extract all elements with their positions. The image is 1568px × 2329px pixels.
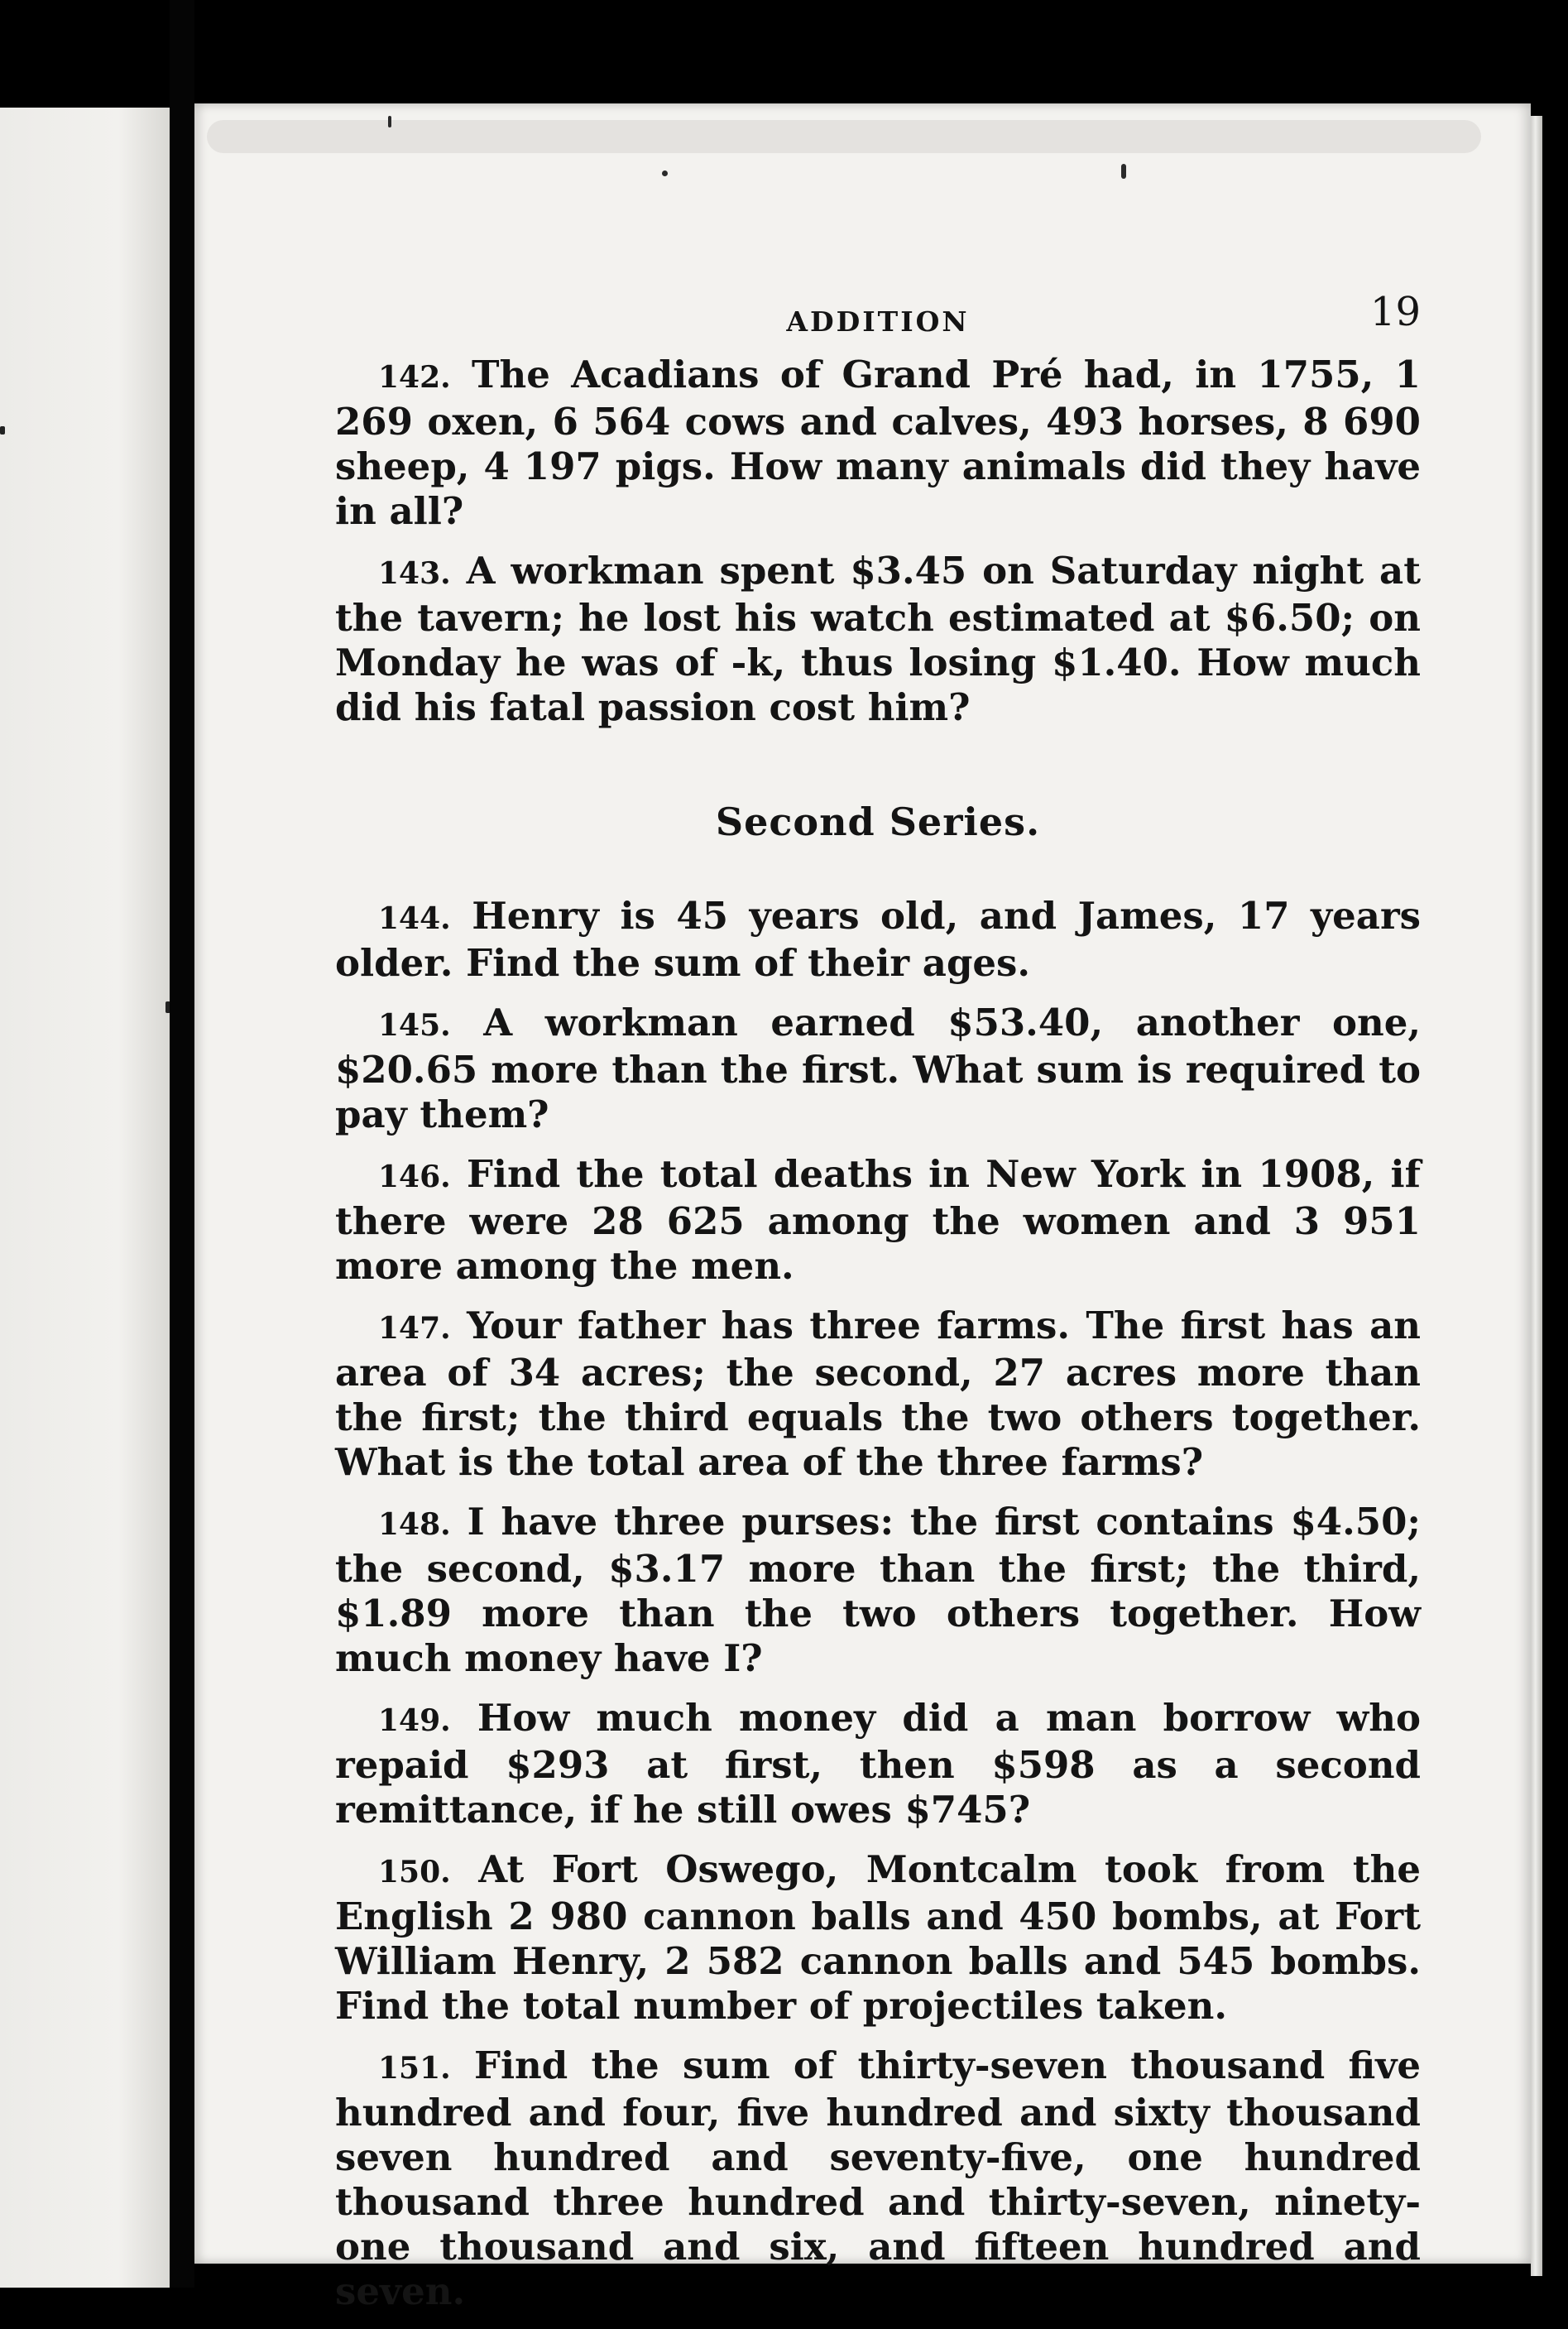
- problem-text: How much money did a man borrow who repaid $293 at first, then $598 as a second remittance, if he still owes $745?: [335, 1696, 1421, 1832]
- problem-150: [335, 1847, 1421, 2029]
- problem-number: 144.: [378, 901, 451, 936]
- problem-149: [335, 1696, 1421, 1832]
- page-header: [335, 290, 1421, 344]
- left-page-mark: [0, 426, 5, 435]
- problem-144: [335, 894, 1421, 986]
- problem-number: 145.: [378, 1008, 451, 1043]
- problem-number: 147.: [378, 1311, 451, 1346]
- problem-151: [335, 2043, 1421, 2314]
- problem-146: [335, 1152, 1421, 1289]
- problem-number: 148.: [378, 1507, 451, 1542]
- problem-text: I have three purses: the first contains $4.50; the second, $3.17 more than the first; the third, $1.89 more than the two others together. How much money have I?: [335, 1500, 1421, 1680]
- problem-number: 149.: [378, 1703, 451, 1738]
- page-speck: [662, 170, 668, 176]
- book-gutter: [170, 0, 194, 2288]
- problem-text: Your father has three farms. The first has an area of 34 acres; the second, 27 acres more than the first; the third equals the two others together. What is the total area of the three farms?: [335, 1304, 1421, 1484]
- page-speck: [1121, 164, 1126, 179]
- problem-148: [335, 1500, 1421, 1681]
- facing-page-fragment: [0, 108, 170, 2288]
- page-speck: [388, 116, 391, 127]
- section-title: Second Series.: [715, 800, 1041, 844]
- problem-number: 150.: [378, 1855, 451, 1890]
- problem-text: Find the total deaths in New York in 1908, if there were 28 625 among the women and 3 951 more among the men.: [335, 1152, 1421, 1288]
- problem-142: [335, 353, 1421, 534]
- problem-text: The Acadians of Grand Pré had, in 1755, 1 269 oxen, 6 564 cows and calves, 493 horses, 8 690 sheep, 4 197 pigs. How many animals did they have in all?: [335, 353, 1421, 533]
- bleed-through-strip: [207, 120, 1481, 153]
- problem-number: 151.: [378, 2051, 451, 2086]
- problem-text: A workman spent $3.45 on Saturday night at the tavern; he lost his watch estimated at $6.50; on Monday he was of -k, thus losing $1.40. How much did his fatal passion cost him?: [335, 549, 1421, 729]
- problem-143: [335, 549, 1421, 730]
- page-content: [335, 290, 1421, 2329]
- problem-number: 142.: [378, 360, 451, 395]
- problem-number: 143.: [378, 556, 451, 591]
- running-head: ADDITION: [786, 305, 970, 338]
- page-number: 19: [1369, 289, 1421, 335]
- problem-text: At Fort Oswego, Montcalm took from the English 2 980 cannon balls and 450 bombs, at Fort William Henry, 2 582 cannon balls and 545 bombs. Find the total number of projectiles taken.: [335, 1847, 1421, 2028]
- problem-147: [335, 1304, 1421, 1485]
- problem-text: Henry is 45 years old, and James, 17 years older. Find the sum of their ages.: [335, 894, 1421, 985]
- problem-number: 146.: [378, 1160, 451, 1194]
- problem-145: [335, 1001, 1421, 1137]
- page-edge: [1531, 116, 1542, 2276]
- problem-text: A workman earned $53.40, another one, $20.65 more than the first. What sum is required to pay them?: [335, 1001, 1421, 1136]
- problem-text: Find the sum of thirty-seven thousand five hundred and four, five hundred and sixty thousand seven hundred and seventy-five, one hundred thousand three hundred and thirty-seven, ninety-one thousand and six, and fifteen hundred and seven.: [335, 2043, 1421, 2313]
